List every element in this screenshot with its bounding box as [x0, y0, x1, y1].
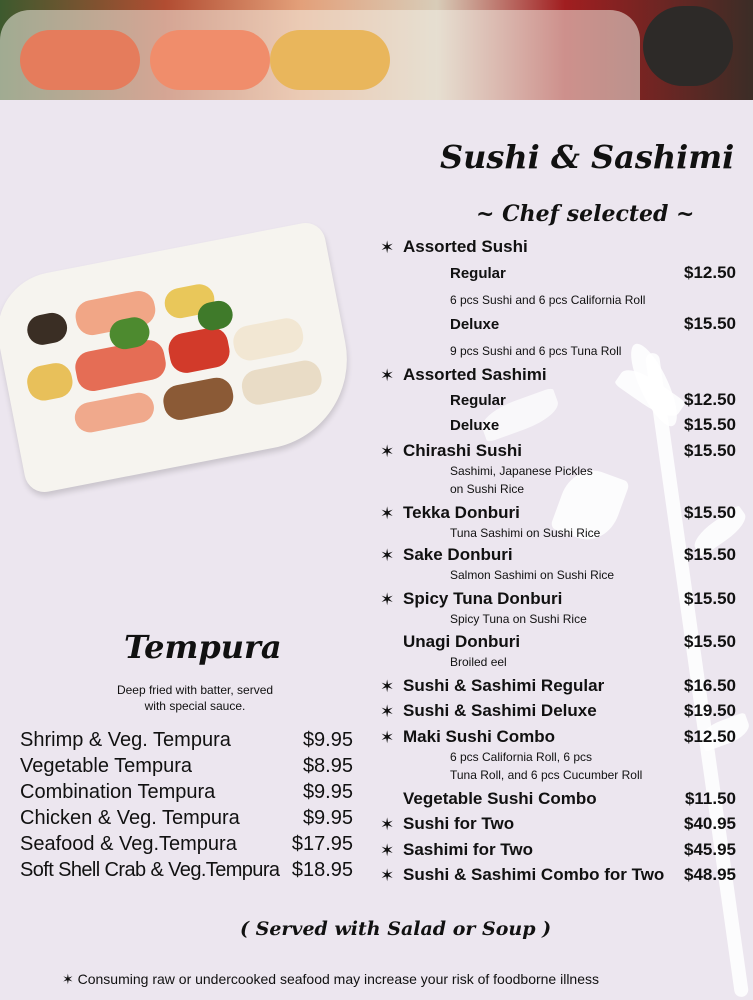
menu-item-desc: Salmon Sashimi on Sushi Rice	[450, 568, 615, 582]
menu-item-desc: Sashimi, Japanese Pickles	[450, 464, 593, 478]
menu-item-desc: on Sushi Rice	[450, 482, 525, 496]
tempura-item-name: Vegetable Tempura	[20, 755, 192, 777]
tempura-desc-line: with special sauce.	[144, 699, 246, 713]
menu-item-price: $15.50	[684, 589, 736, 608]
menu-item-desc: Tuna Roll, and 6 pcs Cucumber Roll	[450, 768, 643, 782]
menu-item-name: Assorted Sashimi	[403, 365, 547, 384]
tempura-desc-line: Deep fried with batter, served	[116, 683, 274, 697]
menu-item-name: Vegetable Sushi Combo	[403, 789, 597, 808]
menu-item-name: Sake Donburi	[403, 545, 513, 564]
variant-label: Regular	[450, 265, 506, 282]
menu-item-price: $40.95	[684, 814, 736, 833]
menu-item-price: $15.50	[684, 503, 736, 522]
menu-item-price: $15.50	[684, 545, 736, 564]
menu-item-name: Sashimi for Two	[403, 840, 534, 859]
sushi-platter-photo	[0, 220, 362, 496]
menu-item-name: Sushi & Sashimi Regular	[403, 676, 605, 695]
menu-item-price: $48.95	[684, 865, 736, 884]
star-icon: ✶	[380, 504, 395, 524]
tempura-item-price: $9.95	[302, 781, 353, 803]
tempura-item-price: $18.95	[291, 859, 353, 881]
tempura-item-price: $9.95	[302, 807, 353, 829]
variant-label: Deluxe	[450, 417, 500, 434]
variant-label: Deluxe	[450, 316, 500, 333]
menu-item-name: Assorted Sushi	[403, 237, 528, 256]
menu-item-desc: 6 pcs Sushi and 6 pcs California Roll	[450, 293, 646, 307]
menu-item-desc: Spicy Tuna on Sushi Rice	[450, 612, 587, 626]
menu-item-desc: Broiled eel	[450, 655, 507, 669]
star-icon: ✶	[380, 702, 395, 722]
tempura-item-price: $17.95	[291, 833, 353, 855]
tempura-description	[90, 682, 300, 714]
menu-item-price: $19.50	[684, 701, 736, 720]
variant-label: Regular	[450, 392, 506, 409]
menu-item-price: $45.95	[684, 840, 736, 859]
star-icon: ✶	[380, 677, 395, 697]
menu-item-price: $16.50	[684, 676, 736, 695]
menu-item-price: $12.50	[684, 390, 736, 409]
menu-item-price: $15.50	[684, 314, 736, 333]
sushi-section-title: Sushi & Sashimi	[440, 138, 735, 176]
menu-item-name: Sushi & Sashimi Deluxe	[403, 701, 597, 720]
tempura-item-name: Chicken & Veg. Tempura	[20, 807, 240, 829]
menu-item-name: Maki Sushi Combo	[403, 727, 556, 746]
menu-item-price: $12.50	[684, 263, 736, 282]
menu-item-price: $15.50	[684, 415, 736, 434]
star-icon: ✶	[380, 546, 395, 566]
menu-item-desc: 9 pcs Sushi and 6 pcs Tuna Roll	[450, 344, 622, 358]
star-icon: ✶	[380, 841, 395, 861]
menu-item-desc: 6 pcs California Roll, 6 pcs	[450, 750, 593, 764]
menu-item-price: $11.50	[684, 789, 736, 808]
sushi-section-subtitle: ~ Chef selected ~	[476, 201, 695, 227]
tempura-item-name: Shrimp & Veg. Tempura	[20, 729, 231, 751]
star-icon: ✶	[380, 442, 395, 462]
star-icon: ✶	[62, 971, 74, 987]
tempura-item-price: $8.95	[302, 755, 353, 777]
menu-item-name: Sushi for Two	[403, 814, 515, 833]
menu-item-price: $15.50	[684, 441, 736, 460]
tempura-item-name: Seafood & Veg.Tempura	[20, 833, 237, 855]
star-icon: ✶	[380, 728, 395, 748]
menu-item-name: Tekka Donburi	[403, 503, 520, 522]
menu-item-name: Spicy Tuna Donburi	[403, 589, 563, 608]
served-with-note: ( Served with Salad or Soup )	[240, 918, 552, 940]
star-icon: ✶	[380, 238, 395, 258]
header-food-photo	[0, 0, 753, 100]
star-icon: ✶	[380, 590, 395, 610]
menu-item-name: Sushi & Sashimi Combo for Two	[403, 865, 665, 884]
tempura-item-name: Soft Shell Crab & Veg.Tempura	[20, 859, 280, 881]
star-icon: ✶	[380, 866, 395, 886]
health-warning-text: Consuming raw or undercooked seafood may increase your risk of foodborne illness	[77, 971, 600, 987]
star-icon: ✶	[380, 366, 395, 386]
menu-item-desc: Tuna Sashimi on Sushi Rice	[450, 526, 601, 540]
menu-item-name: Unagi Donburi	[403, 632, 521, 651]
menu-item-price: $12.50	[684, 727, 736, 746]
tempura-item-price: $9.95	[302, 729, 353, 751]
health-warning	[62, 971, 599, 988]
menu-item-name: Chirashi Sushi	[403, 441, 523, 460]
star-icon: ✶	[380, 815, 395, 835]
menu-item-price: $15.50	[684, 632, 736, 651]
tempura-section-title: Tempura	[124, 628, 282, 666]
tempura-item-name: Combination Tempura	[20, 781, 216, 803]
